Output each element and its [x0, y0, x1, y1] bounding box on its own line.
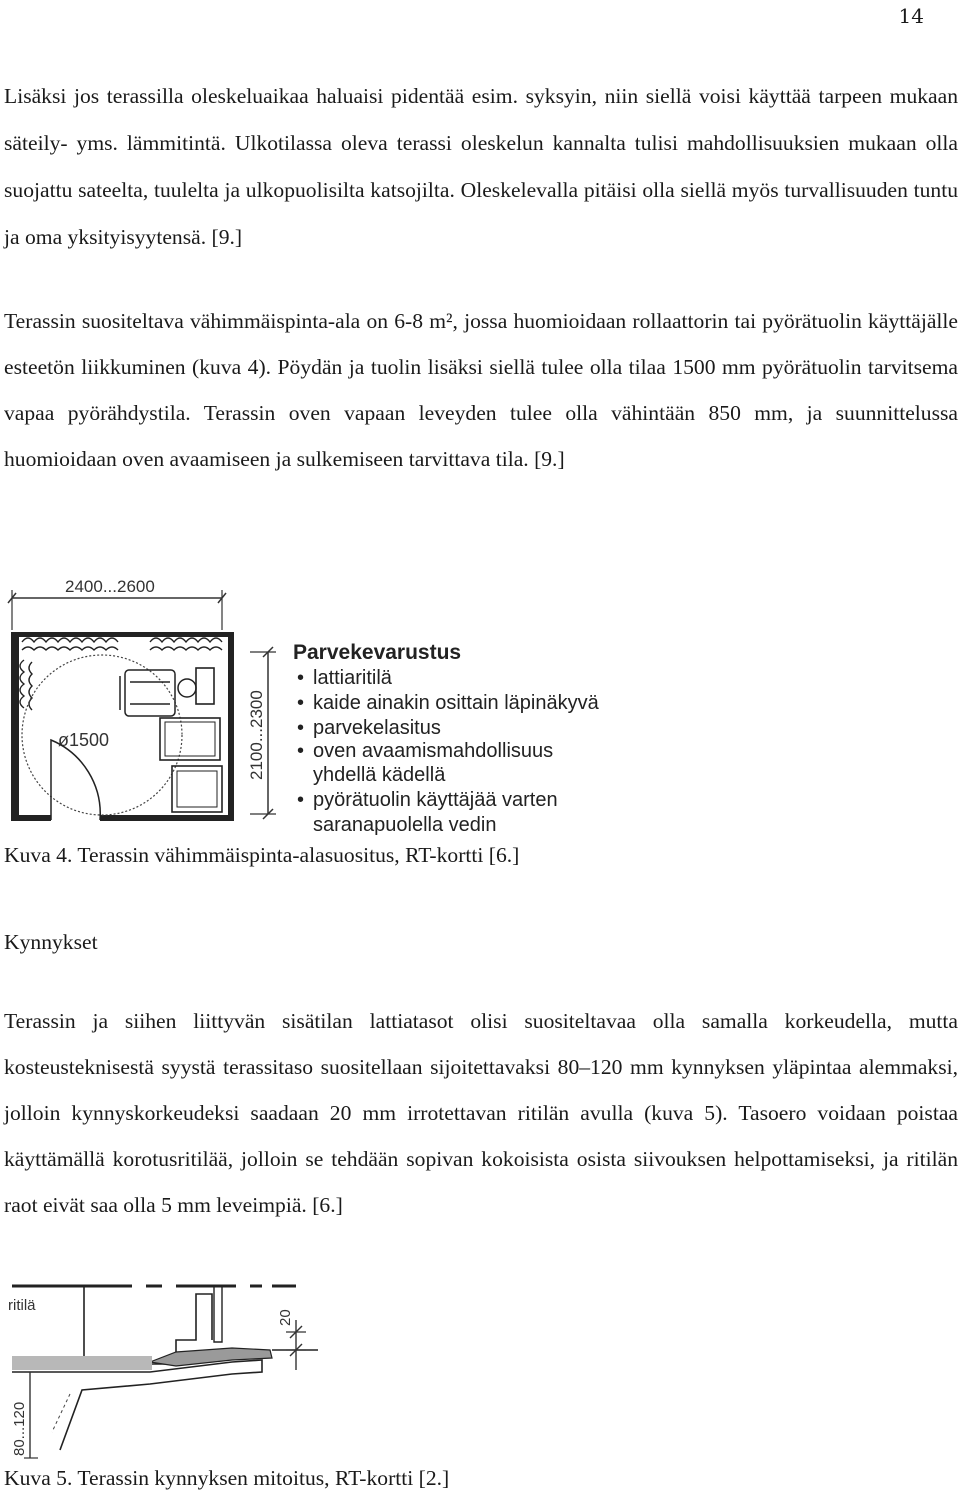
level-difference-label: 80...120 [11, 1401, 28, 1456]
equipment-item: parvekelasitus [313, 717, 441, 739]
paragraph-min-area: Terassin suositeltava vähimmäispinta-ala on 6-8 m², jossa huomioidaan rollaattorin tai pyörätuolin käyttäjälle esteetön liikkuminen (kuva 4). Pöydän ja tuolin lisäksi siellä tulee olla tilaa 1500 mm pyörätuolin tarvitsema vapaa pyörähdystila. Terassin oven vapaan leveyden tulee olla vähintään 850 mm, ja suunnittelussa huomioidaan oven avaamiseen ja sulkemiseen tarvittava tila. [9.] [4, 309, 958, 471]
slab [12, 1360, 262, 1450]
door-swing [51, 740, 100, 820]
chair [196, 668, 214, 704]
svg-text:•: • [297, 692, 305, 714]
grating-label: ritilä [8, 1297, 36, 1314]
left-wall [11, 632, 19, 820]
equipment-item: kaide ainakin osittain läpinäkyvä [313, 692, 599, 714]
svg-text:•: • [297, 740, 305, 762]
svg-text:•: • [297, 789, 305, 811]
svg-text:•: • [297, 717, 305, 739]
grating [12, 1356, 152, 1370]
top-wall [11, 632, 233, 637]
depth-dimension-label: 2100...2300 [247, 690, 266, 780]
turning-circle-label: ø1500 [58, 730, 110, 750]
svg-text:•: • [297, 667, 305, 689]
equipment-item: pyörätuolin käyttäjää varten [313, 789, 558, 811]
table [160, 718, 220, 760]
width-dimension-label: 2400...2600 [65, 577, 155, 596]
side-table [172, 766, 222, 812]
equipment-item: oven avaamismahdollisuus [313, 740, 554, 762]
equipment-item: yhdellä kädellä [313, 764, 446, 786]
paragraph-privacy [4, 73, 958, 261]
figure-balcony-plan [0, 570, 660, 842]
section-heading: Kynnykset [4, 930, 98, 954]
threshold-height-label: 20 [277, 1309, 294, 1326]
page-number: 14 [898, 4, 924, 28]
equipment-list [297, 667, 600, 836]
equipment-item: saranapuolella vedin [313, 814, 497, 836]
paragraph-text: Lisäksi jos terassilla oleskeluaikaa haluaisi pidentää esim. syksyin, niin siellä voisi käyttää tarpeen mukaan säteily- yms. lämmitintä. Ulkotilassa oleva terassi oleskelun kannalta tulisi mahdollisuuksien mukaan olla suojattu sateelta, tuulelta ja ulkopuolisilta katsojilta. Oleskelevalla pitäisi olla siellä myös turvallisuuden tuntu ja oma yksityisyytensä. [9.] [4, 84, 958, 249]
figure4-caption: Kuva 4. Terassin vähimmäispinta-alasuositus, RT-kortti [6.] [4, 843, 520, 867]
equipment-list-title: Parvekevarustus [293, 641, 462, 664]
wheelchair-icon [120, 670, 196, 716]
equipment-item: lattiaritilä [313, 667, 392, 689]
figure-threshold-section [0, 1280, 330, 1470]
threshold-profile [150, 1348, 272, 1366]
paragraph-threshold: Terassin ja siihen liittyvän sisätilan lattiatasot olisi suositeltavaa olla samalla korkeudella, mutta kosteusteknisestä syystä terassitaso suositellaan sijoitettavaksi 80–120 mm kynnyksen yläpintaa alemmaksi, jolloin kynnyskorkeudeksi saadaan 20 mm irrotettavan ritilän avulla (kuva 5). Tasoero voidaan poistaa käyttämällä korotusritilää, jolloin se tehdään sopivan kokoisista osista siivouksen helpottamiseksi, ja ritilän raot eivät saa olla 5 mm leveimpiä. [6.] [4, 1009, 958, 1217]
figure5-caption: Kuva 5. Terassin kynnyksen mitoitus, RT-kortti [2.] [4, 1466, 450, 1490]
right-wall [228, 632, 234, 820]
